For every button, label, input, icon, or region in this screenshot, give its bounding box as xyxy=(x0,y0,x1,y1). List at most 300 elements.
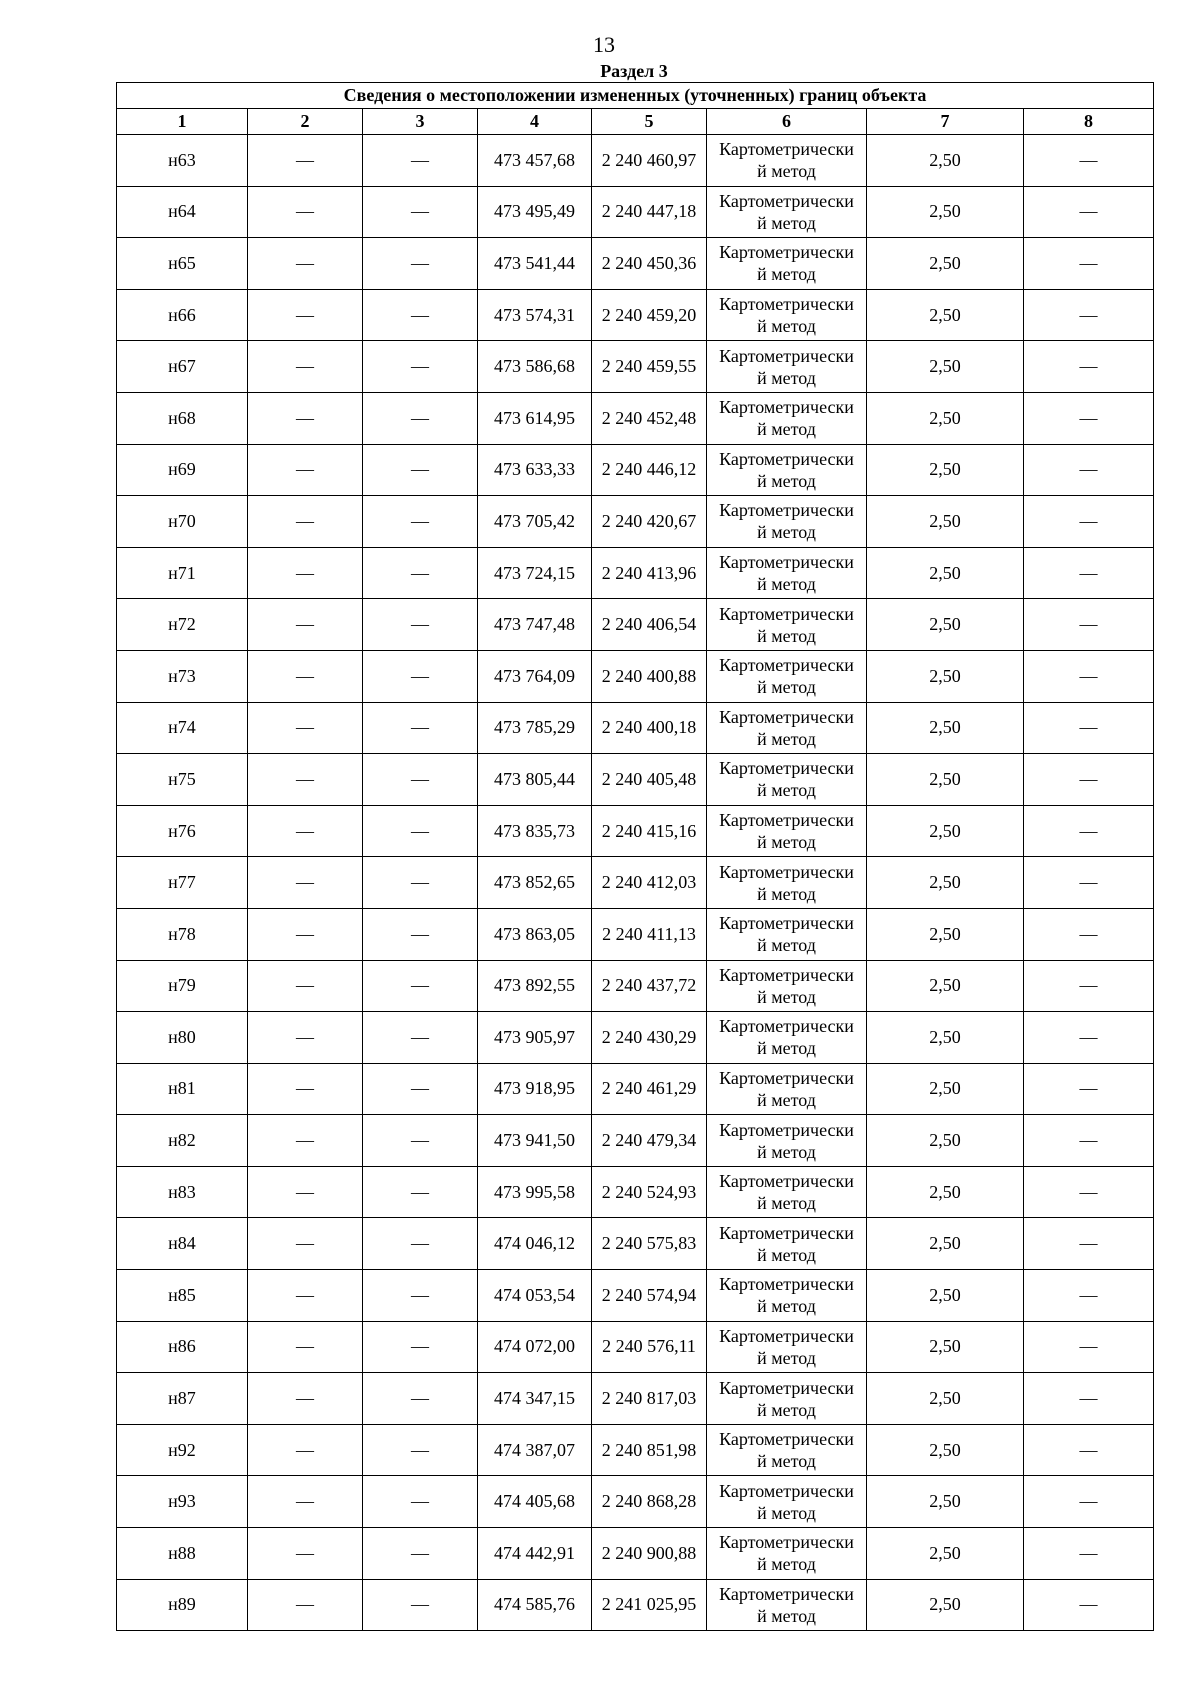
column-8-cell: — xyxy=(1024,1476,1154,1528)
method-cell xyxy=(707,444,867,496)
column-2-cell: — xyxy=(248,238,363,290)
y-coordinate-cell: 2 240 400,18 xyxy=(592,702,707,754)
accuracy-cell: 2,50 xyxy=(867,805,1024,857)
method-line-2: й метод xyxy=(757,419,816,440)
x-coordinate-cell: 473 747,48 xyxy=(478,599,592,651)
column-2-cell: — xyxy=(248,1579,363,1631)
table-row xyxy=(117,1373,1154,1425)
x-coordinate-cell: 473 863,05 xyxy=(478,908,592,960)
column-2-cell: — xyxy=(248,135,363,187)
method-line-2: й метод xyxy=(757,935,816,956)
method-cell xyxy=(707,186,867,238)
x-coordinate-cell: 473 633,33 xyxy=(478,444,592,496)
y-coordinate-cell: 2 240 460,97 xyxy=(592,135,707,187)
column-3-cell: — xyxy=(363,857,478,909)
x-coordinate-cell: 474 046,12 xyxy=(478,1218,592,1270)
column-3-cell: — xyxy=(363,599,478,651)
accuracy-cell: 2,50 xyxy=(867,1321,1024,1373)
table-body xyxy=(117,135,1154,1631)
x-coordinate-cell: 473 995,58 xyxy=(478,1166,592,1218)
table-row xyxy=(117,702,1154,754)
column-8-cell: — xyxy=(1024,960,1154,1012)
y-coordinate-cell: 2 240 430,29 xyxy=(592,1012,707,1064)
method-line-1: Картометрически xyxy=(719,345,854,366)
column-2-cell: — xyxy=(248,1424,363,1476)
method-line-2: й метод xyxy=(757,728,816,749)
accuracy-cell: 2,50 xyxy=(867,1012,1024,1064)
column-2-cell: — xyxy=(248,289,363,341)
method-cell xyxy=(707,341,867,393)
accuracy-cell: 2,50 xyxy=(867,1218,1024,1270)
column-8-cell: — xyxy=(1024,1166,1154,1218)
x-coordinate-cell: 473 764,09 xyxy=(478,650,592,702)
column-3-cell: — xyxy=(363,238,478,290)
column-2-cell: — xyxy=(248,754,363,806)
column-2-cell: — xyxy=(248,341,363,393)
column-8-cell: — xyxy=(1024,186,1154,238)
method-line-1: Картометрически xyxy=(719,861,854,882)
method-line-2: й метод xyxy=(757,1605,816,1626)
method-line-1: Картометрически xyxy=(719,706,854,727)
y-coordinate-cell: 2 240 405,48 xyxy=(592,754,707,806)
method-cell xyxy=(707,1476,867,1528)
column-2-cell: — xyxy=(248,960,363,1012)
y-coordinate-cell: 2 240 574,94 xyxy=(592,1270,707,1322)
method-line-2: й метод xyxy=(757,470,816,491)
method-line-2: й метод xyxy=(757,522,816,543)
column-3-cell: — xyxy=(363,1270,478,1322)
column-3-cell: — xyxy=(363,754,478,806)
method-line-2: й метод xyxy=(757,883,816,904)
column-8-cell: — xyxy=(1024,1528,1154,1580)
column-number-4: 4 xyxy=(478,109,592,135)
method-line-1: Картометрически xyxy=(719,242,854,263)
method-line-2: й метод xyxy=(757,1141,816,1162)
column-3-cell: — xyxy=(363,960,478,1012)
method-line-1: Картометрически xyxy=(719,913,854,934)
column-2-cell: — xyxy=(248,1321,363,1373)
method-line-2: й метод xyxy=(757,264,816,285)
method-cell xyxy=(707,547,867,599)
method-line-2: й метод xyxy=(757,780,816,801)
accuracy-cell: 2,50 xyxy=(867,1528,1024,1580)
method-cell xyxy=(707,1424,867,1476)
table-row xyxy=(117,341,1154,393)
table-row xyxy=(117,1476,1154,1528)
method-line-2: й метод xyxy=(757,1399,816,1420)
y-coordinate-cell: 2 240 452,48 xyxy=(592,392,707,444)
y-coordinate-cell: 2 240 461,29 xyxy=(592,1063,707,1115)
point-number-cell: н67 xyxy=(117,341,248,393)
column-3-cell: — xyxy=(363,1373,478,1425)
x-coordinate-cell: 473 541,44 xyxy=(478,238,592,290)
accuracy-cell: 2,50 xyxy=(867,289,1024,341)
column-3-cell: — xyxy=(363,1218,478,1270)
accuracy-cell: 2,50 xyxy=(867,135,1024,187)
method-cell xyxy=(707,392,867,444)
point-number-cell: н88 xyxy=(117,1528,248,1580)
column-2-cell: — xyxy=(248,1218,363,1270)
column-3-cell: — xyxy=(363,1424,478,1476)
table-row xyxy=(117,1218,1154,1270)
y-coordinate-cell: 2 240 479,34 xyxy=(592,1115,707,1167)
table-row xyxy=(117,805,1154,857)
table-row xyxy=(117,496,1154,548)
method-cell xyxy=(707,238,867,290)
point-number-cell: н64 xyxy=(117,186,248,238)
point-number-cell: н68 xyxy=(117,392,248,444)
column-3-cell: — xyxy=(363,805,478,857)
x-coordinate-cell: 474 347,15 xyxy=(478,1373,592,1425)
method-line-2: й метод xyxy=(757,212,816,233)
method-cell xyxy=(707,135,867,187)
accuracy-cell: 2,50 xyxy=(867,1063,1024,1115)
column-2-cell: — xyxy=(248,1166,363,1218)
x-coordinate-cell: 473 586,68 xyxy=(478,341,592,393)
method-cell xyxy=(707,960,867,1012)
point-number-cell: н72 xyxy=(117,599,248,651)
accuracy-cell: 2,50 xyxy=(867,754,1024,806)
method-cell xyxy=(707,1528,867,1580)
point-number-cell: н86 xyxy=(117,1321,248,1373)
table-row xyxy=(117,754,1154,806)
column-8-cell: — xyxy=(1024,547,1154,599)
column-3-cell: — xyxy=(363,186,478,238)
method-line-1: Картометрически xyxy=(719,758,854,779)
method-cell xyxy=(707,1063,867,1115)
y-coordinate-cell: 2 240 406,54 xyxy=(592,599,707,651)
method-cell xyxy=(707,857,867,909)
method-line-1: Картометрически xyxy=(719,1429,854,1450)
point-number-cell: н74 xyxy=(117,702,248,754)
table-caption: Сведения о местоположении измененных (уточненных) границ объекта xyxy=(117,83,1154,109)
x-coordinate-cell: 473 905,97 xyxy=(478,1012,592,1064)
point-number-cell: н85 xyxy=(117,1270,248,1322)
column-3-cell: — xyxy=(363,547,478,599)
accuracy-cell: 2,50 xyxy=(867,341,1024,393)
method-line-2: й метод xyxy=(757,1347,816,1368)
column-3-cell: — xyxy=(363,650,478,702)
accuracy-cell: 2,50 xyxy=(867,238,1024,290)
point-number-cell: н65 xyxy=(117,238,248,290)
accuracy-cell: 2,50 xyxy=(867,392,1024,444)
accuracy-cell: 2,50 xyxy=(867,908,1024,960)
column-2-cell: — xyxy=(248,444,363,496)
y-coordinate-cell: 2 240 817,03 xyxy=(592,1373,707,1425)
accuracy-cell: 2,50 xyxy=(867,599,1024,651)
point-number-cell: н78 xyxy=(117,908,248,960)
column-2-cell: — xyxy=(248,1270,363,1322)
column-8-cell: — xyxy=(1024,908,1154,960)
table-row xyxy=(117,1063,1154,1115)
x-coordinate-cell: 474 585,76 xyxy=(478,1579,592,1631)
column-2-cell: — xyxy=(248,857,363,909)
method-cell xyxy=(707,496,867,548)
page-number: 13 xyxy=(593,32,615,57)
column-3-cell: — xyxy=(363,702,478,754)
point-number-cell: н71 xyxy=(117,547,248,599)
column-2-cell: — xyxy=(248,599,363,651)
method-line-1: Картометрически xyxy=(719,448,854,469)
accuracy-cell: 2,50 xyxy=(867,1424,1024,1476)
accuracy-cell: 2,50 xyxy=(867,1476,1024,1528)
method-line-2: й метод xyxy=(757,1089,816,1110)
column-3-cell: — xyxy=(363,1012,478,1064)
accuracy-cell: 2,50 xyxy=(867,444,1024,496)
column-2-cell: — xyxy=(248,496,363,548)
y-coordinate-cell: 2 240 400,88 xyxy=(592,650,707,702)
column-2-cell: — xyxy=(248,547,363,599)
method-line-1: Картометрически xyxy=(719,655,854,676)
column-8-cell: — xyxy=(1024,1321,1154,1373)
accuracy-cell: 2,50 xyxy=(867,547,1024,599)
method-cell xyxy=(707,754,867,806)
column-3-cell: — xyxy=(363,444,478,496)
x-coordinate-cell: 473 457,68 xyxy=(478,135,592,187)
accuracy-cell: 2,50 xyxy=(867,1115,1024,1167)
column-2-cell: — xyxy=(248,805,363,857)
point-number-cell: н84 xyxy=(117,1218,248,1270)
column-2-cell: — xyxy=(248,702,363,754)
column-8-cell: — xyxy=(1024,702,1154,754)
method-line-2: й метод xyxy=(757,1038,816,1059)
table-row xyxy=(117,289,1154,341)
column-2-cell: — xyxy=(248,186,363,238)
method-line-1: Картометрически xyxy=(719,603,854,624)
method-cell xyxy=(707,805,867,857)
point-number-cell: н81 xyxy=(117,1063,248,1115)
column-8-cell: — xyxy=(1024,1579,1154,1631)
column-8-cell: — xyxy=(1024,1424,1154,1476)
method-cell xyxy=(707,1012,867,1064)
accuracy-cell: 2,50 xyxy=(867,1579,1024,1631)
column-8-cell: — xyxy=(1024,599,1154,651)
table-row xyxy=(117,1012,1154,1064)
y-coordinate-cell: 2 240 459,20 xyxy=(592,289,707,341)
y-coordinate-cell: 2 240 447,18 xyxy=(592,186,707,238)
column-3-cell: — xyxy=(363,1579,478,1631)
column-3-cell: — xyxy=(363,289,478,341)
method-line-1: Картометрически xyxy=(719,1274,854,1295)
column-3-cell: — xyxy=(363,1321,478,1373)
column-2-cell: — xyxy=(248,1012,363,1064)
column-number-8: 8 xyxy=(1024,109,1154,135)
method-line-1: Картометрически xyxy=(719,1171,854,1192)
x-coordinate-cell: 473 918,95 xyxy=(478,1063,592,1115)
section-title: Раздел 3 xyxy=(600,61,668,81)
column-2-cell: — xyxy=(248,1373,363,1425)
table-row xyxy=(117,547,1154,599)
column-2-cell: — xyxy=(248,1476,363,1528)
point-number-cell: н80 xyxy=(117,1012,248,1064)
column-number-3: 3 xyxy=(363,109,478,135)
x-coordinate-cell: 474 053,54 xyxy=(478,1270,592,1322)
table-caption-row xyxy=(117,83,1154,109)
table-row xyxy=(117,650,1154,702)
y-coordinate-cell: 2 240 450,36 xyxy=(592,238,707,290)
method-line-2: й метод xyxy=(757,625,816,646)
point-number-cell: н93 xyxy=(117,1476,248,1528)
method-line-2: й метод xyxy=(757,677,816,698)
y-coordinate-cell: 2 240 411,13 xyxy=(592,908,707,960)
method-line-2: й метод xyxy=(757,1502,816,1523)
column-8-cell: — xyxy=(1024,1373,1154,1425)
x-coordinate-cell: 473 574,31 xyxy=(478,289,592,341)
method-line-1: Картометрически xyxy=(719,1583,854,1604)
method-line-2: й метод xyxy=(757,316,816,337)
method-line-1: Картометрически xyxy=(719,1067,854,1088)
method-cell xyxy=(707,702,867,754)
x-coordinate-cell: 474 405,68 xyxy=(478,1476,592,1528)
method-line-1: Картометрически xyxy=(719,139,854,160)
method-cell xyxy=(707,1270,867,1322)
column-8-cell: — xyxy=(1024,135,1154,187)
method-line-1: Картометрически xyxy=(719,1325,854,1346)
method-cell xyxy=(707,1579,867,1631)
column-number-6: 6 xyxy=(707,109,867,135)
table-row xyxy=(117,186,1154,238)
point-number-cell: н79 xyxy=(117,960,248,1012)
method-line-2: й метод xyxy=(757,574,816,595)
method-line-2: й метод xyxy=(757,1451,816,1472)
accuracy-cell: 2,50 xyxy=(867,186,1024,238)
table-row xyxy=(117,857,1154,909)
x-coordinate-cell: 474 387,07 xyxy=(478,1424,592,1476)
column-number-2: 2 xyxy=(248,109,363,135)
y-coordinate-cell: 2 240 415,16 xyxy=(592,805,707,857)
point-number-cell: н83 xyxy=(117,1166,248,1218)
boundary-table xyxy=(116,82,1154,1631)
table-row xyxy=(117,960,1154,1012)
column-8-cell: — xyxy=(1024,392,1154,444)
column-3-cell: — xyxy=(363,392,478,444)
method-line-1: Картометрически xyxy=(719,1377,854,1398)
method-cell xyxy=(707,650,867,702)
table-row xyxy=(117,599,1154,651)
y-coordinate-cell: 2 240 900,88 xyxy=(592,1528,707,1580)
y-coordinate-cell: 2 240 575,83 xyxy=(592,1218,707,1270)
column-8-cell: — xyxy=(1024,754,1154,806)
y-coordinate-cell: 2 240 413,96 xyxy=(592,547,707,599)
y-coordinate-cell: 2 240 524,93 xyxy=(592,1166,707,1218)
point-number-cell: н69 xyxy=(117,444,248,496)
method-line-1: Картометрически xyxy=(719,1119,854,1140)
method-line-1: Картометрически xyxy=(719,552,854,573)
x-coordinate-cell: 473 835,73 xyxy=(478,805,592,857)
accuracy-cell: 2,50 xyxy=(867,650,1024,702)
point-number-cell: н70 xyxy=(117,496,248,548)
y-coordinate-cell: 2 240 576,11 xyxy=(592,1321,707,1373)
x-coordinate-cell: 473 705,42 xyxy=(478,496,592,548)
column-number-1: 1 xyxy=(117,109,248,135)
column-8-cell: — xyxy=(1024,341,1154,393)
column-3-cell: — xyxy=(363,1166,478,1218)
column-3-cell: — xyxy=(363,496,478,548)
column-8-cell: — xyxy=(1024,1063,1154,1115)
method-line-1: Картометрически xyxy=(719,1222,854,1243)
y-coordinate-cell: 2 240 459,55 xyxy=(592,341,707,393)
point-number-cell: н75 xyxy=(117,754,248,806)
table-row xyxy=(117,392,1154,444)
method-cell xyxy=(707,1373,867,1425)
column-2-cell: — xyxy=(248,908,363,960)
method-line-1: Картометрически xyxy=(719,294,854,315)
x-coordinate-cell: 473 724,15 xyxy=(478,547,592,599)
accuracy-cell: 2,50 xyxy=(867,496,1024,548)
point-number-cell: н82 xyxy=(117,1115,248,1167)
method-line-1: Картометрически xyxy=(719,810,854,831)
accuracy-cell: 2,50 xyxy=(867,1373,1024,1425)
column-8-cell: — xyxy=(1024,650,1154,702)
point-number-cell: н92 xyxy=(117,1424,248,1476)
table-row xyxy=(117,238,1154,290)
column-2-cell: — xyxy=(248,392,363,444)
column-number-5: 5 xyxy=(592,109,707,135)
column-8-cell: — xyxy=(1024,289,1154,341)
column-2-cell: — xyxy=(248,1528,363,1580)
column-8-cell: — xyxy=(1024,857,1154,909)
table-row xyxy=(117,444,1154,496)
x-coordinate-cell: 473 614,95 xyxy=(478,392,592,444)
x-coordinate-cell: 473 852,65 xyxy=(478,857,592,909)
column-3-cell: — xyxy=(363,1115,478,1167)
method-cell xyxy=(707,1115,867,1167)
method-cell xyxy=(707,1218,867,1270)
table-row xyxy=(117,1166,1154,1218)
column-2-cell: — xyxy=(248,650,363,702)
y-coordinate-cell: 2 241 025,95 xyxy=(592,1579,707,1631)
column-8-cell: — xyxy=(1024,238,1154,290)
point-number-cell: н76 xyxy=(117,805,248,857)
x-coordinate-cell: 473 805,44 xyxy=(478,754,592,806)
x-coordinate-cell: 474 072,00 xyxy=(478,1321,592,1373)
column-number-7: 7 xyxy=(867,109,1024,135)
method-line-2: й метод xyxy=(757,1244,816,1265)
y-coordinate-cell: 2 240 446,12 xyxy=(592,444,707,496)
column-8-cell: — xyxy=(1024,496,1154,548)
column-3-cell: — xyxy=(363,135,478,187)
table-row xyxy=(117,1321,1154,1373)
column-8-cell: — xyxy=(1024,805,1154,857)
table-row xyxy=(117,1424,1154,1476)
table-row xyxy=(117,135,1154,187)
method-line-1: Картометрически xyxy=(719,964,854,985)
method-line-1: Картометрически xyxy=(719,500,854,521)
method-line-1: Картометрически xyxy=(719,1016,854,1037)
column-3-cell: — xyxy=(363,1528,478,1580)
column-3-cell: — xyxy=(363,908,478,960)
y-coordinate-cell: 2 240 437,72 xyxy=(592,960,707,1012)
y-coordinate-cell: 2 240 868,28 xyxy=(592,1476,707,1528)
y-coordinate-cell: 2 240 412,03 xyxy=(592,857,707,909)
point-number-cell: н77 xyxy=(117,857,248,909)
table-row xyxy=(117,1579,1154,1631)
column-3-cell: — xyxy=(363,1063,478,1115)
accuracy-cell: 2,50 xyxy=(867,702,1024,754)
point-number-cell: н89 xyxy=(117,1579,248,1631)
column-8-cell: — xyxy=(1024,1218,1154,1270)
table-row xyxy=(117,1270,1154,1322)
accuracy-cell: 2,50 xyxy=(867,857,1024,909)
accuracy-cell: 2,50 xyxy=(867,960,1024,1012)
x-coordinate-cell: 473 495,49 xyxy=(478,186,592,238)
method-cell xyxy=(707,1166,867,1218)
table-row xyxy=(117,1528,1154,1580)
method-line-2: й метод xyxy=(757,161,816,182)
point-number-cell: н66 xyxy=(117,289,248,341)
column-2-cell: — xyxy=(248,1063,363,1115)
method-line-2: й метод xyxy=(757,1296,816,1317)
